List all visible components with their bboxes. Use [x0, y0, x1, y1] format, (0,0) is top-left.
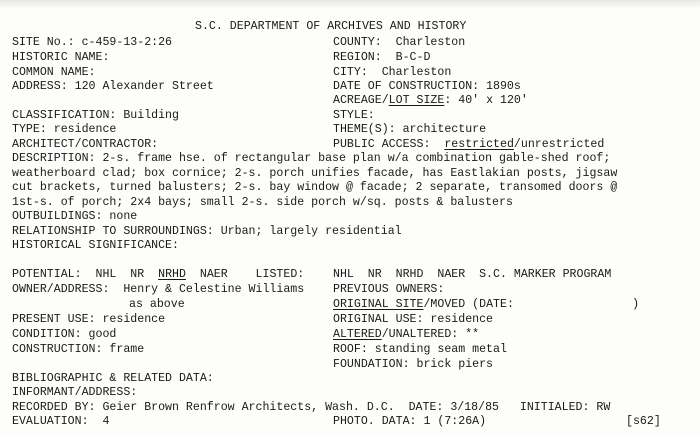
foundation: FOUNDATION: brick piers [333, 358, 494, 371]
present-use: PRESENT USE: residence [12, 313, 166, 326]
recorded-by: RECORDED BY: Geier Brown Renfrow Architects, Wash. D.C. DATE: 3/18/85 INITIALED: RW [12, 401, 611, 414]
description-line: weatherboard clad; box cornice; 2-s. porch unifies facade, has Eastlakian posts, jigsaw [12, 167, 618, 180]
roof: ROOF: standing seam metal [333, 343, 507, 356]
description-line: 1st-s. of porch; 2x4 bays; small 2-s. side porch w/sq. posts & balusters [12, 196, 513, 209]
acreage-label: ACREAGE/ [333, 94, 389, 107]
lot-size-value: : 40' x 120' [444, 94, 528, 107]
relationship-to-surroundings: RELATIONSHIP TO SURROUNDINGS: Urban; largely residential [12, 225, 402, 238]
architect-contractor: ARCHITECT/CONTRACTOR: [12, 138, 159, 151]
historic-name: HISTORIC NAME: [12, 51, 110, 64]
public-access-alternative: /unrestricted [513, 138, 605, 151]
moved-date: /MOVED (DATE: ) [423, 298, 640, 311]
address: ADDRESS: 120 Alexander Street [12, 80, 214, 93]
potential-remaining: NAER LISTED: [185, 268, 305, 281]
region: REGION: B-C-D [333, 51, 431, 64]
classification: CLASSIFICATION: Building [12, 109, 179, 122]
potential-label: POTENTIAL: NHL NR [12, 268, 159, 281]
bibliographic-data: BIBLIOGRAPHIC & RELATED DATA: [12, 372, 214, 385]
informant-address: INFORMANT/ADDRESS: [12, 386, 138, 399]
construction: CONSTRUCTION: frame [12, 343, 145, 356]
previous-owners: PREVIOUS OWNERS: [333, 283, 445, 296]
altered-selected: ALTERED [333, 328, 382, 341]
listed-markers: NHL NR NRHD NAER S.C. MARKER PROGRAM [333, 268, 612, 281]
owner-address: OWNER/ADDRESS: Henry & Celestine Williams [12, 283, 305, 296]
public-access [333, 138, 604, 153]
photo-data: PHOTO. DATA: 1 (7:26A) [333, 415, 487, 428]
common-name: COMMON NAME: [12, 66, 96, 79]
site-number: SITE No.: c-459-13-2:26 [12, 36, 173, 49]
description-line: DESCRIPTION: 2-s. frame hse. of rectangular base plan w/a combination gable-shed roof; [12, 152, 611, 165]
type: TYPE: residence [12, 123, 117, 136]
original-site-moved [333, 298, 639, 313]
description-line: cut brackets, turned balusters; 2-s. bay window @ facade; 2 separate, transomed doors @ [12, 181, 618, 194]
potential [12, 268, 304, 283]
style: STYLE: [333, 109, 375, 122]
acreage-lot-size [333, 94, 528, 109]
scan-edge [0, 0, 700, 9]
evaluation: EVALUATION: 4 [12, 415, 110, 428]
lot-size-selected: LOT SIZE [388, 94, 445, 107]
public-access-selected: restricted [444, 138, 514, 151]
unaltered-option: /UNALTERED: ** [381, 328, 480, 341]
historical-significance: HISTORICAL SIGNIFICANCE: [12, 239, 179, 252]
owner-address-continued: as above [129, 298, 185, 311]
record-code: [s62] [626, 415, 661, 428]
original-site-selected: ORIGINAL SITE [333, 298, 424, 311]
public-access-label: PUBLIC ACCESS: [333, 138, 445, 151]
outbuildings: OUTBUILDINGS: none [12, 210, 138, 223]
date-of-construction: DATE OF CONSTRUCTION: 1890s [333, 80, 521, 93]
city: CITY: Charleston [333, 66, 452, 79]
condition: CONDITION: good [12, 328, 117, 341]
county: COUNTY: Charleston [333, 36, 466, 49]
potential-selected: NRHD [158, 268, 186, 281]
themes: THEME(S): architecture [333, 123, 487, 136]
page-header: S.C. DEPARTMENT OF ARCHIVES AND HISTORY [195, 20, 467, 33]
original-use: ORIGINAL USE: residence [333, 313, 494, 326]
altered-unaltered [333, 328, 479, 343]
